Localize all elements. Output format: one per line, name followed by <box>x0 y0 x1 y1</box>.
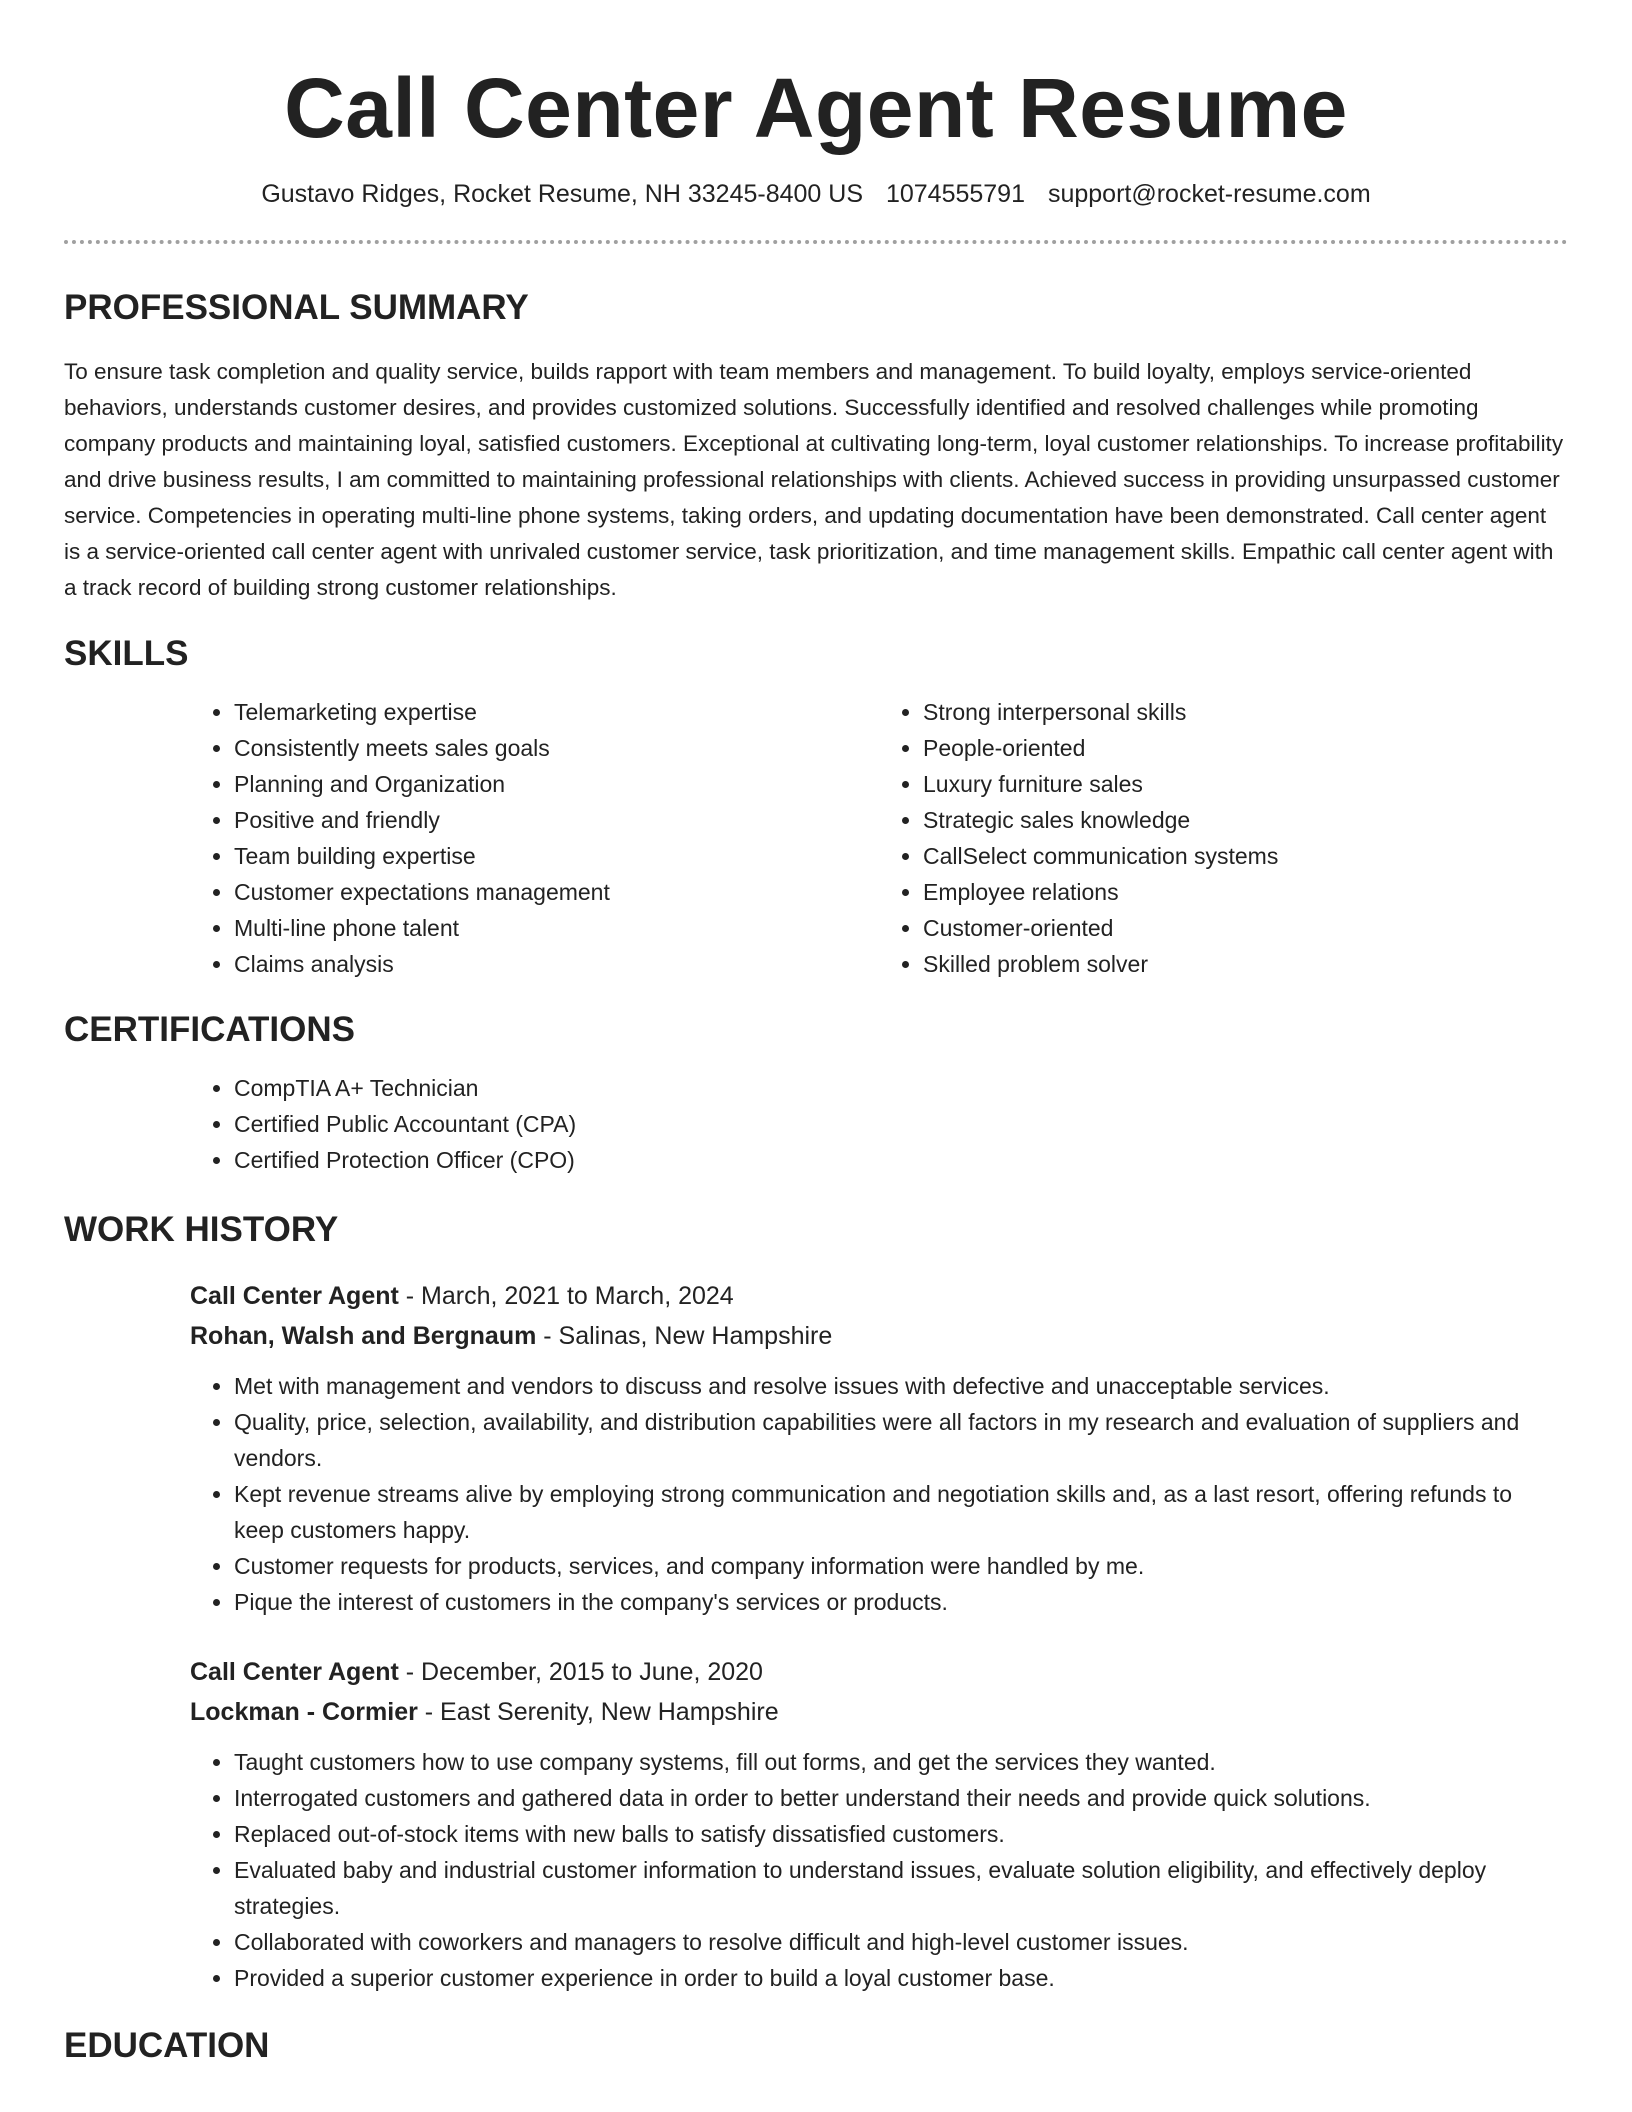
job-bullet: • Collaborated with coworkers and managers to resolve difficult and high-level customer issues. <box>234 1924 1568 1960</box>
contact-line <box>64 178 1568 210</box>
skill-item: • Multi-line phone talent <box>234 910 879 946</box>
skill-item: • Telemarketing expertise <box>234 694 879 730</box>
contact-phone: 1074555791 <box>885 180 1025 208</box>
skill-item: • Strong interpersonal skills <box>923 694 1568 730</box>
skill-item: • Positive and friendly <box>234 802 879 838</box>
certification-item: • Certified Public Accountant (CPA) <box>234 1106 1568 1142</box>
skill-item: • People-oriented <box>923 730 1568 766</box>
job-bullet: • Pique the interest of customers in the company's services or products. <box>234 1584 1568 1620</box>
work-history-section <box>64 1208 1568 1996</box>
header-divider <box>64 240 1568 244</box>
job-bullet: • Taught customers how to use company systems, fill out forms, and get the services they wanted. <box>234 1744 1568 1780</box>
skills-section <box>64 632 1568 982</box>
job-bullet: • Quality, price, selection, availability, and distribution capabilities were all factors in my research and evaluation of suppliers and vendors. <box>234 1404 1568 1476</box>
skill-item: • Customer-oriented <box>923 910 1568 946</box>
summary-section <box>64 286 1568 606</box>
job-company: Rohan, Walsh and Bergnaum <box>190 1322 537 1350</box>
skill-item: • Claims analysis <box>234 946 879 982</box>
contact-email: support@rocket-resume.com <box>1047 180 1371 208</box>
job-bullet: • Replaced out-of-stock items with new balls to satisfy dissatisfied customers. <box>234 1816 1568 1852</box>
job-location: - Salinas, New Hampshire <box>536 1322 833 1350</box>
job-title: Call Center Agent <box>190 1282 399 1310</box>
job-bullet: • Customer requests for products, services, and company information were handled by me. <box>234 1548 1568 1584</box>
job-company-line <box>190 1692 1568 1732</box>
skill-item: • Luxury furniture sales <box>923 766 1568 802</box>
skill-item: • Customer expectations management <box>234 874 879 910</box>
job-bullet: • Kept revenue streams alive by employing strong communication and negotiation skills and, as a last resort, offering refunds to keep customers happy. <box>234 1476 1568 1548</box>
skills-list-right <box>879 694 1568 982</box>
skill-item: • CallSelect communication systems <box>923 838 1568 874</box>
certification-item: • Certified Protection Officer (CPO) <box>234 1142 1568 1178</box>
job-entry <box>190 1652 1568 1996</box>
skill-item: • Consistently meets sales goals <box>234 730 879 766</box>
skills-list-left <box>190 694 879 982</box>
job-bullet: • Provided a superior customer experience in order to build a loyal customer base. <box>234 1960 1568 1996</box>
job-entry <box>190 1276 1568 1620</box>
skills-grid <box>190 694 1568 982</box>
job-bullets <box>190 1368 1568 1620</box>
skill-item: • Skilled problem solver <box>923 946 1568 982</box>
education-section <box>64 2024 1568 2068</box>
job-bullet: • Evaluated baby and industrial customer information to understand issues, evaluate solution eligibility, and effectively deploy strategies. <box>234 1852 1568 1924</box>
certification-item: • CompTIA A+ Technician <box>234 1070 1568 1106</box>
job-title: Call Center Agent <box>190 1658 399 1686</box>
skill-item: • Planning and Organization <box>234 766 879 802</box>
job-title-line <box>190 1652 1568 1692</box>
job-title-line <box>190 1276 1568 1316</box>
contact-address: Gustavo Ridges, Rocket Resume, NH 33245-8400 US <box>261 180 863 208</box>
resume-title: Call Center Agent Resume <box>284 61 1348 155</box>
certifications-heading: CERTIFICATIONS <box>64 1010 356 1049</box>
job-company-line <box>190 1316 1568 1356</box>
education-heading: EDUCATION <box>64 2026 270 2065</box>
job-bullet: • Met with management and vendors to discuss and resolve issues with defective and unacceptable services. <box>234 1368 1568 1404</box>
certifications-section <box>64 1008 1568 1178</box>
job-company: Lockman - Cormier <box>190 1698 418 1726</box>
skill-item: • Team building expertise <box>234 838 879 874</box>
job-bullets <box>190 1744 1568 1996</box>
job-location: - East Serenity, New Hampshire <box>417 1698 779 1726</box>
job-dates: - March, 2021 to March, 2024 <box>398 1282 734 1310</box>
skill-item: • Employee relations <box>923 874 1568 910</box>
work-history-heading: WORK HISTORY <box>64 1210 339 1249</box>
resume-page <box>64 0 1568 2068</box>
job-dates: - December, 2015 to June, 2020 <box>398 1658 763 1686</box>
skill-item: • Strategic sales knowledge <box>923 802 1568 838</box>
job-bullet: • Interrogated customers and gathered data in order to better understand their needs and provide quick solutions. <box>234 1780 1568 1816</box>
summary-heading: PROFESSIONAL SUMMARY <box>64 288 529 327</box>
summary-text: To ensure task completion and quality service, builds rapport with team members and management. To build loyalty, employs service-oriented behaviors, understands customer desires, and provides customized solutions. Successfully identified and resolved challenges while promoting company products and maintaining loyal, satisfied customers. Exceptional at cultivating long-term, loyal customer relationships. To increase profitability and drive business results, I am committed to maintaining professional relationships with clients. Achieved success in providing unsurpassed customer service. Competencies in operating multi-line phone systems, taking orders, and updating documentation have been demonstrated. Call center agent is a service-oriented call center agent with unrivaled customer service, task prioritization, and time management skills. Empathic call center agent with a track record of building strong customer relationships. <box>64 359 1564 600</box>
skills-heading: SKILLS <box>64 634 189 673</box>
certifications-list <box>190 1070 1568 1178</box>
